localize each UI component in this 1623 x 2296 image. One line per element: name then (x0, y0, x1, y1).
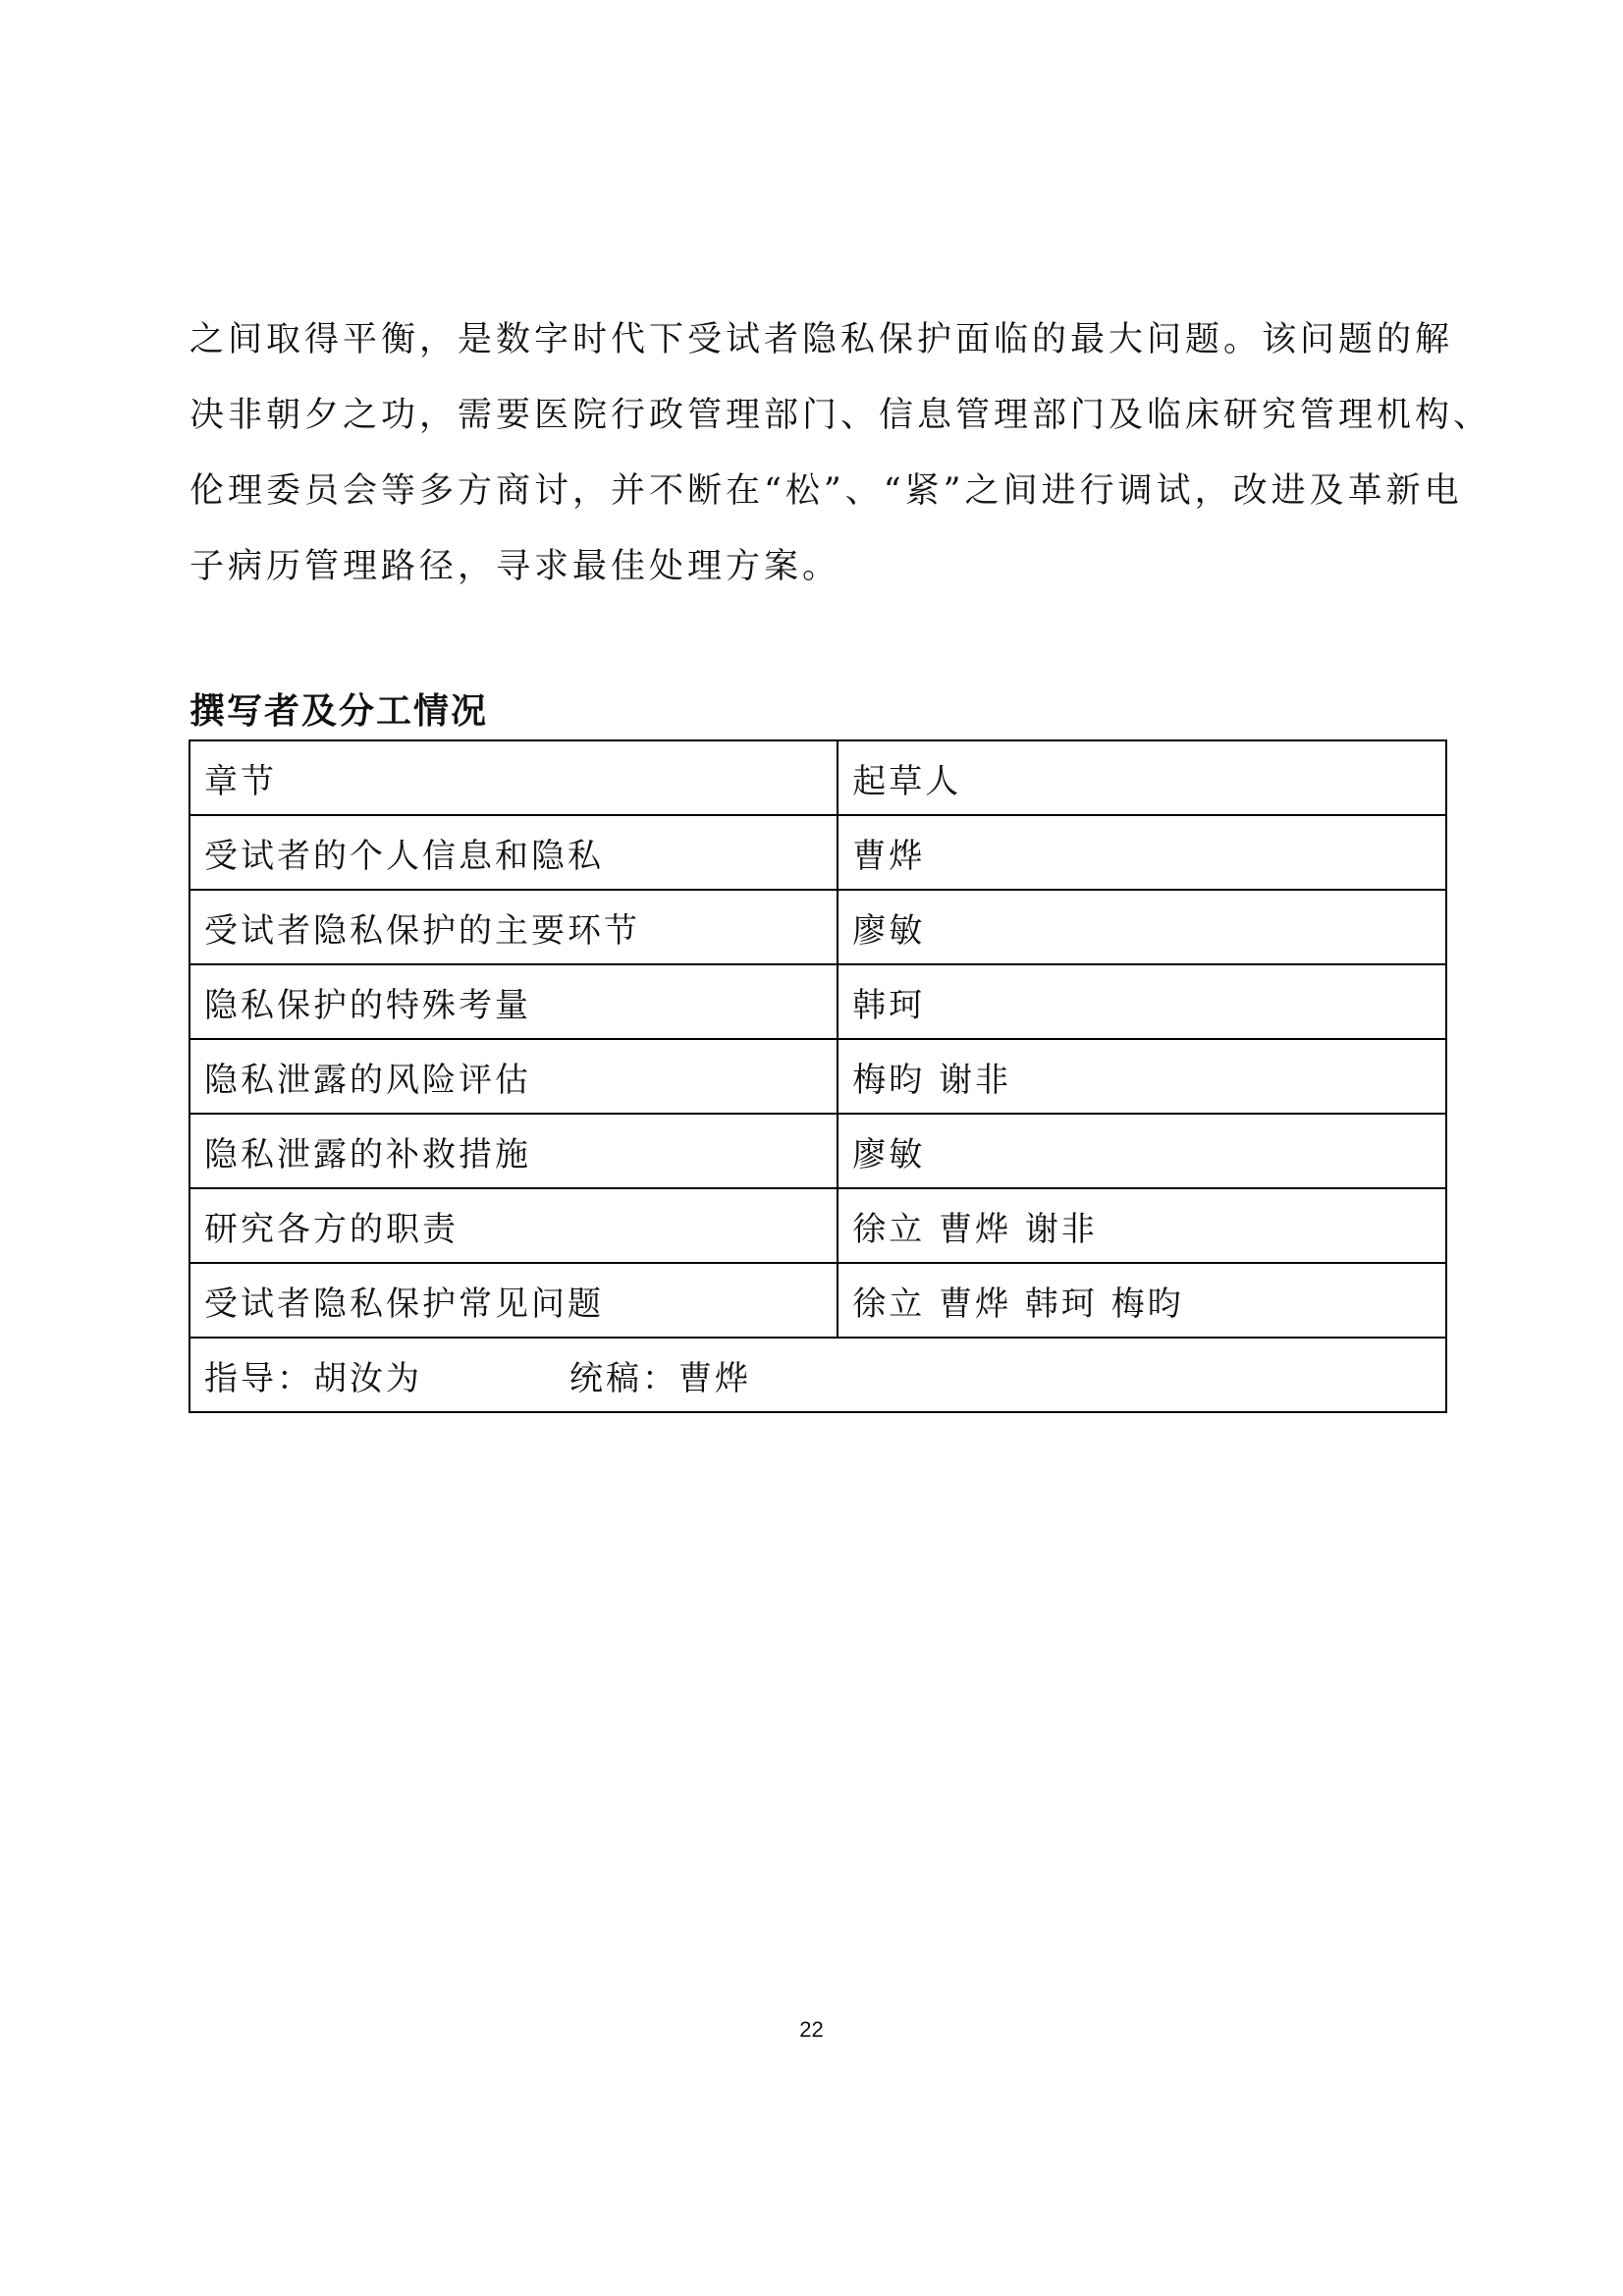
section-cell: 隐私保护的特殊考量 (189, 964, 838, 1039)
table-row (189, 1188, 1446, 1263)
table-header-row (189, 740, 1446, 815)
table-row (189, 1114, 1446, 1188)
header-cell-section: 章节 (189, 740, 838, 815)
author-cell: 梅昀 谢非 (838, 1039, 1446, 1114)
footer-cell (189, 1338, 1446, 1412)
author-cell: 韩珂 (838, 964, 1446, 1039)
body-paragraph (189, 302, 1492, 605)
page-number: 22 (799, 2017, 824, 2042)
section-title: 撰写者及分工情况 (189, 691, 489, 732)
section-cell: 隐私泄露的补救措施 (189, 1114, 838, 1188)
table-row (189, 815, 1446, 890)
paragraph-line: 子病历管理路径，寻求最佳处理方案。 (189, 547, 841, 586)
paragraph-line: 伦理委员会等多方商讨，并不断在“松”、“紧”之间进行调试，改进及革新电 (189, 471, 1463, 511)
header-cell-author: 起草人 (838, 740, 1446, 815)
section-cell: 隐私泄露的风险评估 (189, 1039, 838, 1114)
paragraph-line: 之间取得平衡，是数字时代下受试者隐私保护面临的最大问题。该问题的解 (189, 320, 1454, 359)
paragraph-line: 决非朝夕之功，需要医院行政管理部门、信息管理部门及临床研究管理机构、 (189, 396, 1492, 435)
table-row (189, 1039, 1446, 1114)
author-cell: 廖敏 (838, 1114, 1446, 1188)
section-cell: 受试者隐私保护的主要环节 (189, 890, 838, 964)
section-cell: 研究各方的职责 (189, 1188, 838, 1263)
table-row (189, 964, 1446, 1039)
section-cell: 受试者隐私保护常见问题 (189, 1263, 838, 1338)
table-row (189, 1263, 1446, 1338)
author-cell: 徐立 曹烨 谢非 (838, 1188, 1446, 1263)
author-cell: 廖敏 (838, 890, 1446, 964)
author-cell: 曹烨 (838, 815, 1446, 890)
table-footer-row (189, 1338, 1446, 1412)
editor-credit: 统稿：曹烨 (569, 1358, 751, 1398)
table-row (189, 890, 1446, 964)
authors-table (189, 739, 1447, 1413)
section-cell: 受试者的个人信息和隐私 (189, 815, 838, 890)
guide-credit: 指导：胡汝为 (204, 1358, 422, 1398)
author-cell: 徐立 曹烨 韩珂 梅昀 (838, 1263, 1446, 1338)
